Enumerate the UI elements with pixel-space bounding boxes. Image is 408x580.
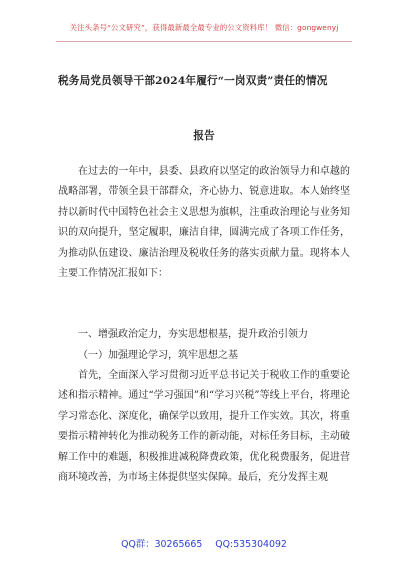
- document-title-continuation: 报告: [193, 130, 215, 142]
- section-heading: 一、增强政治定力，夯实思想根基，提升政治引领力: [78, 329, 308, 340]
- header-promo-text: 关注头条号“公文研究”，获得最新最全最专业的公文资料库！ 微信：gongwenyj: [69, 23, 339, 32]
- body-paragraph: 首先，全面深入学习贯彻习近平总书记关于税收工作的重要论述和指示精神。通过“学习强国”和“学习兴税”等线上平台，将理论学习常态化、深度化，确保学以致用，提升工作实效。其次，将重要指示精神转化为推动税务工作的新动能，对标任务目标，主动破解工作中的难题，积极推进减税降费政策，优化税费服务，促进营商环境改善，为市场主体提供坚实保障。最后，充分发挥主观: [58, 370, 350, 484]
- subsection-heading: （一）加强理论学习，筑牢思想之基: [78, 350, 238, 361]
- intro-paragraph: 在过去的一年中，县委、县政府以坚定的政治领导力和卓越的战略部署，带领全县干部群众，齐心协力、锐意进取。本人始终坚持以新时代中国特色社会主义思想为旗帜，注重政治理论与业务知识的双向提升，坚定履职，廉洁自律，圆满完成了各项工作任务，为推动队伍建设、廉洁治理及税收任务的落实贡献力量。现将本人主要工作情况汇报如下：: [58, 166, 350, 280]
- document-title: 税务局党员领导干部2024年履行“一岗双责”责任的情况: [58, 75, 328, 87]
- footer-qq-number: QQ:535304092: [215, 539, 287, 550]
- footer-qq-group: QQ群：30265665: [121, 539, 203, 550]
- header-divider: [56, 41, 352, 42]
- footer-contact: [0, 536, 408, 550]
